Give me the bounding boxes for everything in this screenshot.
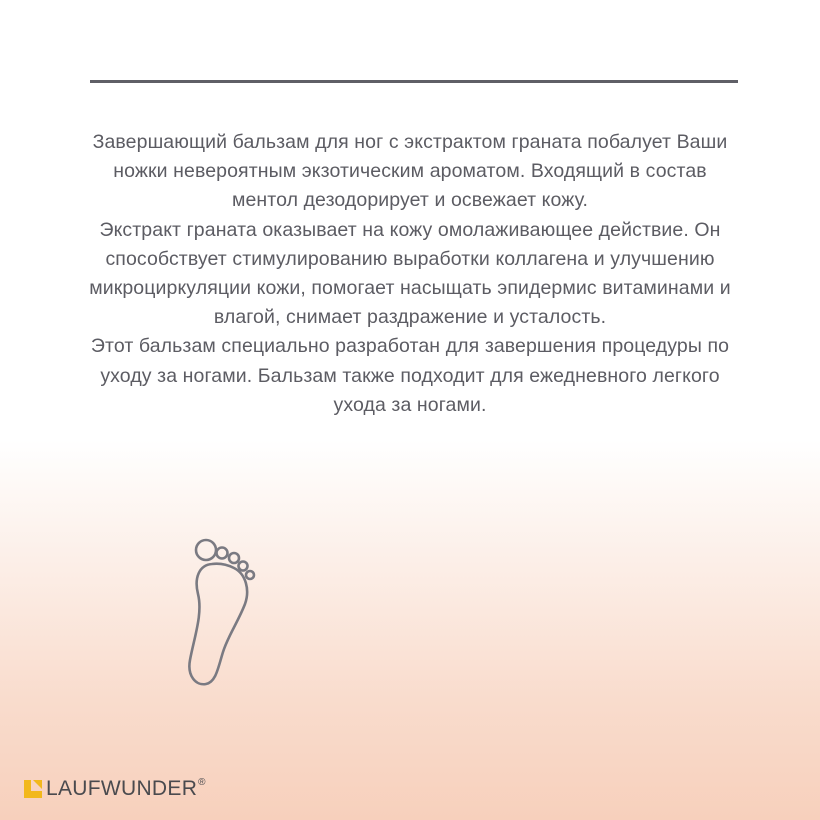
brand-logo [24,776,206,802]
top-divider [90,80,738,83]
registered-mark: ® [198,777,206,788]
description-paragraph-3: Этот бальзам специально разработан для завершения процедуры по уходу за ногами. Бальзам также подходит для ежедневного легкого ухода за ногами. [90,335,730,416]
description-paragraph-1: Завершающий бальзам для ног с экстрактом граната побалует Ваши ножки невероятным экзотическим ароматом. Входящий в состав ментол дезодорирует и освежает кожу. [92,131,728,212]
laufwunder-logo-icon [24,780,42,798]
footprint-icon [182,536,262,688]
brand-name: LAUFWUNDER [46,777,198,800]
description-paragraph-2: Экстракт граната оказывает на кожу омолаживающее действие. Он способствует стимулированию выработки коллагена и улучшению микроциркуляции кожи, помогает насыщать эпидермис витаминами и влагой, снимает раздражение и усталость. [89,218,731,329]
product-description [80,128,740,420]
